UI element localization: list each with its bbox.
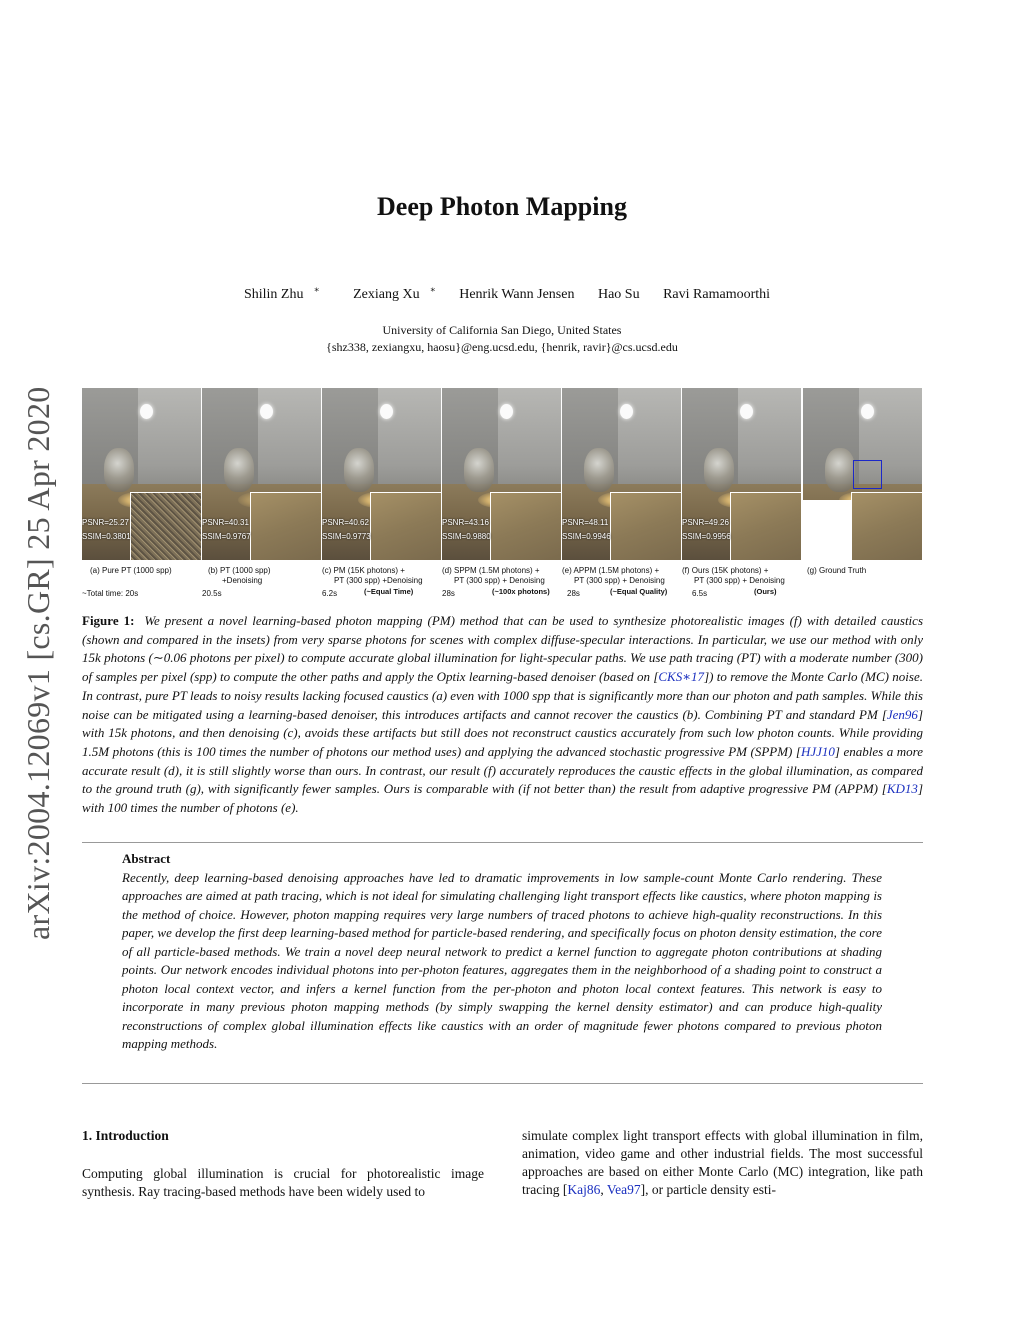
render-image: PSNR=49.26 SSIM=0.9956 [682, 388, 801, 560]
panel-caption: (f) Ours (15K photons) + PT (300 spp) + Denoising [682, 566, 785, 585]
render-image: PSNR=40.31 SSIM=0.9767 [202, 388, 321, 560]
author: Zexiang Xu ∗ [353, 284, 436, 302]
affiliation-block [0, 322, 1004, 356]
divider [82, 842, 923, 843]
figure-panel [202, 388, 321, 600]
intro-paragraph: Computing global illumination is crucial for photorealistic image synthesis. Ray tracing-based methods have been widely used to [82, 1166, 484, 1199]
panel-time: ~Total time: 20s [82, 589, 139, 598]
render-image: PSNR=48.11 SSIM=0.9946 [562, 388, 681, 560]
abstract-text: Recently, deep learning-based denoising approaches have led to dramatic improvements in low sample-count Monte Carlo rendering. These approaches are aimed at path tracing, which is not ideal for simulating challenging light transport effects like caustics, where photon mapping is the method of choice. However, photon mapping requires very large numbers of traced photons to achieve high-quality reconstructions. In this paper, we develop the first deep learning-based method for particle-based rendering, and specifically focus on photon density estimation, the core of all particle-based methods. We train a novel deep neural network to predict a kernel function to aggregate photon contributions at shading points. Our network encodes individual photons into per-photon features, aggregates them in the neighborhood of a shading point to construct a photon local context vector, and infers a kernel function from the per-photon and photon local context features. This network is easy to incorporate in many previous photon mapping methods (by simply swapping the kernel density estimator) and can produce high-quality reconstructions of complex global illumination effects like caustics with an order of magnitude fewer photons compared to previous photon mapping methods. [122, 869, 882, 1051]
inset-box [853, 460, 882, 489]
panel-tag: (~100x photons) [492, 587, 550, 596]
panel-time: 28s [442, 589, 455, 598]
abstract [122, 850, 882, 1054]
panel-caption: (b) PT (1000 spp) +Denoising [208, 566, 271, 585]
caustic-inset [370, 492, 441, 560]
paper-title: Deep Photon Mapping [377, 192, 627, 221]
citation-link[interactable]: Vea97 [606, 1182, 641, 1197]
citation-link[interactable]: KD13 [886, 781, 918, 797]
panel-caption: (d) SPPM (1.5M photons) + PT (300 spp) + Denoising [442, 566, 545, 585]
section-heading: 1. Introduction [82, 1128, 169, 1143]
caustic-inset [730, 492, 801, 560]
figure-panel [442, 388, 561, 600]
citation-link[interactable]: CKS∗17 [658, 669, 705, 685]
figure-panel [682, 388, 801, 600]
teaser-figure [82, 388, 923, 600]
figure-panel [803, 388, 922, 600]
render-image: PSNR=25.27 SSIM=0.3801 [82, 388, 201, 560]
panel-time: 20.5s [202, 589, 222, 598]
author: Hao Su [597, 286, 640, 302]
caustic-inset [610, 492, 681, 560]
author: Ravi Ramamoorthi [663, 286, 771, 302]
panel-tag: (~Equal Time) [364, 587, 414, 596]
left-column [82, 1127, 484, 1201]
figure-panel [322, 388, 441, 600]
author: Henrik Wann Jensen [459, 286, 575, 302]
caustic-inset [490, 492, 561, 560]
author-list [0, 284, 1004, 303]
render-image: PSNR=43.16 SSIM=0.9880 [442, 388, 561, 560]
right-column: simulate complex light transport effects with global illumination in film, animation, video game and other industrial fields. The most successful approaches are based on either Monte Carlo (MC) integration, like path tracing [Kaj86, Vea97], or particle density esti- [522, 1128, 923, 1197]
emails: {shz338, zexiangxu, haosu}@eng.ucsd.edu, {henrik, ravir}@cs.ucsd.edu [326, 340, 678, 354]
render-image: PSNR=40.62 SSIM=0.9773 [322, 388, 441, 560]
caustic-inset [851, 492, 922, 560]
author: Shilin Zhu ∗ [243, 284, 320, 302]
panel-tag: (Ours) [754, 587, 777, 596]
panel-caption: (g) Ground Truth [807, 566, 867, 575]
panel-time: 28s [567, 589, 580, 598]
panel-caption: (a) Pure PT (1000 spp) [90, 566, 172, 575]
citation-link[interactable]: HJJ10 [800, 743, 835, 759]
panel-caption: (e) APPM (1.5M photons) + PT (300 spp) + Denoising [562, 566, 665, 585]
figure-panel [82, 388, 201, 600]
caustic-inset [130, 492, 201, 560]
panel-time: 6.2s [322, 589, 338, 598]
arxiv-identifier: arXiv:2004.12069v1 [cs.GR] 25 Apr 2020 [20, 386, 56, 940]
affiliation: University of California San Diego, United States [382, 323, 622, 337]
figure-label: Figure 1: [82, 613, 135, 628]
figure-panel [562, 388, 681, 600]
divider [82, 1083, 923, 1084]
abstract-heading: Abstract [122, 851, 171, 866]
panel-tag: (~Equal Quality) [610, 587, 668, 596]
citation-link[interactable]: Kaj86 [567, 1182, 601, 1197]
render-image [803, 388, 922, 560]
panel-time: 6.5s [692, 589, 708, 598]
panel-caption: (c) PM (15K photons) + PT (300 spp) +Denoising [322, 566, 423, 585]
citation-link[interactable]: Jen96 [886, 706, 918, 722]
caustic-inset [250, 492, 321, 560]
figure-caption: Figure 1: We present a novel learning-based photon mapping (PM) method that can be used to synthesize photorealistic images (f) with detailed caustics (shown and compared in the insets) from very sparse photons for scenes with complex diffuse-specular interactions. In particular, we use our method with only 15k photons (∼0.06 photons per pixel) to compute accurate global illumination for light-specular paths. We use path tracing (PT) with a moderate number (300) of samples per pixel (spp) to compute the other paths and apply the Optix learning-based denoiser (based on [CKS∗17]) to remove the Monte Carlo (MC) noise. In contrast, pure PT leads to noisy results lacking focused caustics (a) even with 1000 spp that is significantly more than our photon and path samples. While this noise can be mitigated using a learning-based denoiser, this introduces artifacts and cannot recover the caustics (b). Combining PT and standard PM [Jen96] with 15k photons, and then denoising (c), avoids these artifacts but still does not reconstruct caustics accurately from such low photon counts. While providing 1.5M photons (this is 100 times the number of photons our method uses) and applying the advanced stochastic progressive PM (SPPM) [HJJ10] enables a more accurate result (d), it is still slightly worse than ours. In contrast, our result (f) accurately reproduces the caustic effects in the global illumination, as compared to the ground truth (g), with significantly fewer samples. Ours is comparable with (if not better than) the result from adaptive progressive PM (APPM) [KD13] with 100 times the number of photons (e). [82, 613, 923, 816]
